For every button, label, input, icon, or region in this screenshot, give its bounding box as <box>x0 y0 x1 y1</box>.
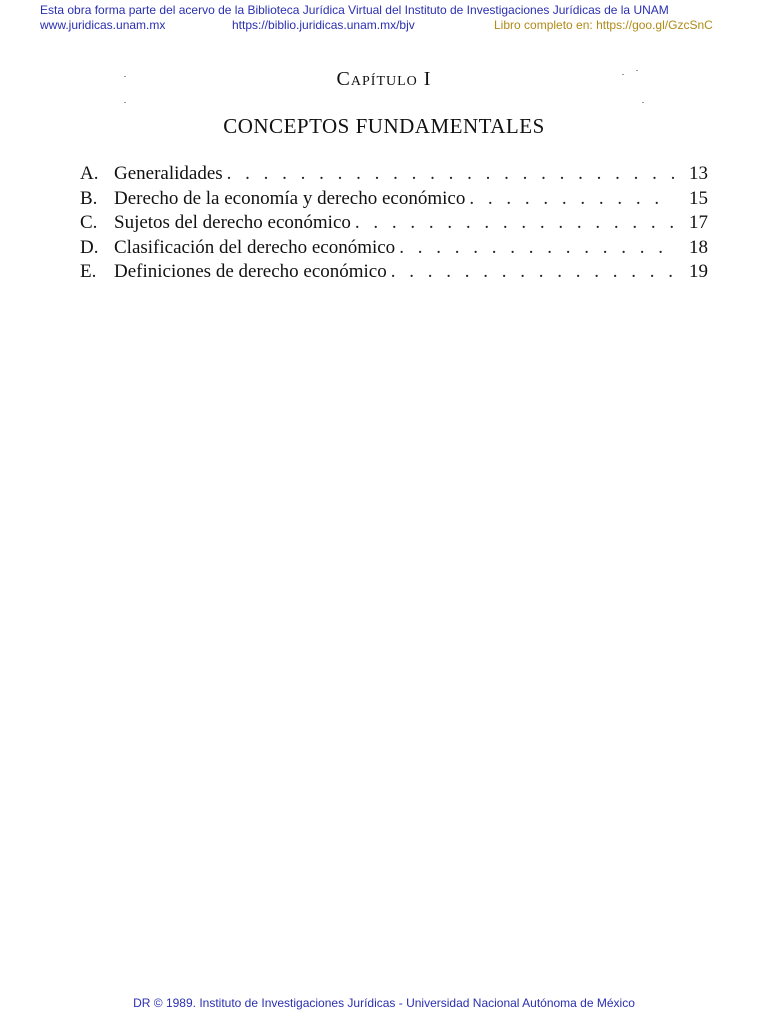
header-links <box>40 18 728 32</box>
toc-letter: C. <box>80 212 98 233</box>
toc-page: 19 <box>689 261 708 282</box>
toc-leader <box>399 237 674 259</box>
toc-text: Sujetos del derecho económico <box>114 212 351 233</box>
toc-text: Generalidades <box>114 163 223 184</box>
toc-text: Clasificación del derecho económico <box>114 236 396 258</box>
toc-leader <box>355 212 674 234</box>
toc-entry[interactable] <box>80 163 708 188</box>
toc-entry[interactable] <box>80 237 708 262</box>
scan-speck <box>642 102 644 103</box>
toc-page: 18 <box>689 236 708 258</box>
toc-letter: D. <box>80 236 99 258</box>
header-notice: Esta obra forma parte del acervo de la Biblioteca Jurídica Virtual del Instituto de Investigaciones Jurídicas de la UNAM <box>40 3 669 17</box>
book-label: Libro completo en: <box>494 18 597 32</box>
chapter-number: I <box>423 68 432 90</box>
book-link[interactable]: https://goo.gl/GzcSnC <box>596 18 713 32</box>
scan-speck <box>124 102 126 103</box>
toc-entry[interactable] <box>80 212 708 237</box>
toc-letter: E. <box>80 261 97 282</box>
toc-letter: B. <box>80 187 98 209</box>
site-link[interactable]: www.juridicas.unam.mx <box>40 18 166 32</box>
copyright-footer: DR © 1989. Instituto de Investigaciones Jurídicas - Universidad Nacional Autónoma de México <box>133 996 635 1010</box>
book-link-group <box>494 18 713 32</box>
toc-leader <box>227 163 674 185</box>
toc-text: Definiciones de derecho económico <box>114 261 387 282</box>
toc-text: Derecho de la economía y derecho económico <box>114 187 466 209</box>
toc-page: 13 <box>689 163 708 184</box>
chapter-label: Capítulo <box>336 68 418 90</box>
chapter-title: CONCEPTOS FUNDAMENTALES <box>223 114 545 138</box>
chapter-heading <box>0 68 768 91</box>
toc-entry[interactable] <box>80 261 708 286</box>
toc-page: 15 <box>689 187 708 209</box>
toc-page: 17 <box>689 212 708 233</box>
toc-leader <box>469 188 674 210</box>
toc-letter: A. <box>80 163 99 184</box>
table-of-contents <box>80 163 708 286</box>
toc-leader <box>391 261 674 283</box>
bjv-link[interactable]: https://biblio.juridicas.unam.mx/bjv <box>232 18 415 32</box>
toc-entry[interactable] <box>80 188 708 213</box>
